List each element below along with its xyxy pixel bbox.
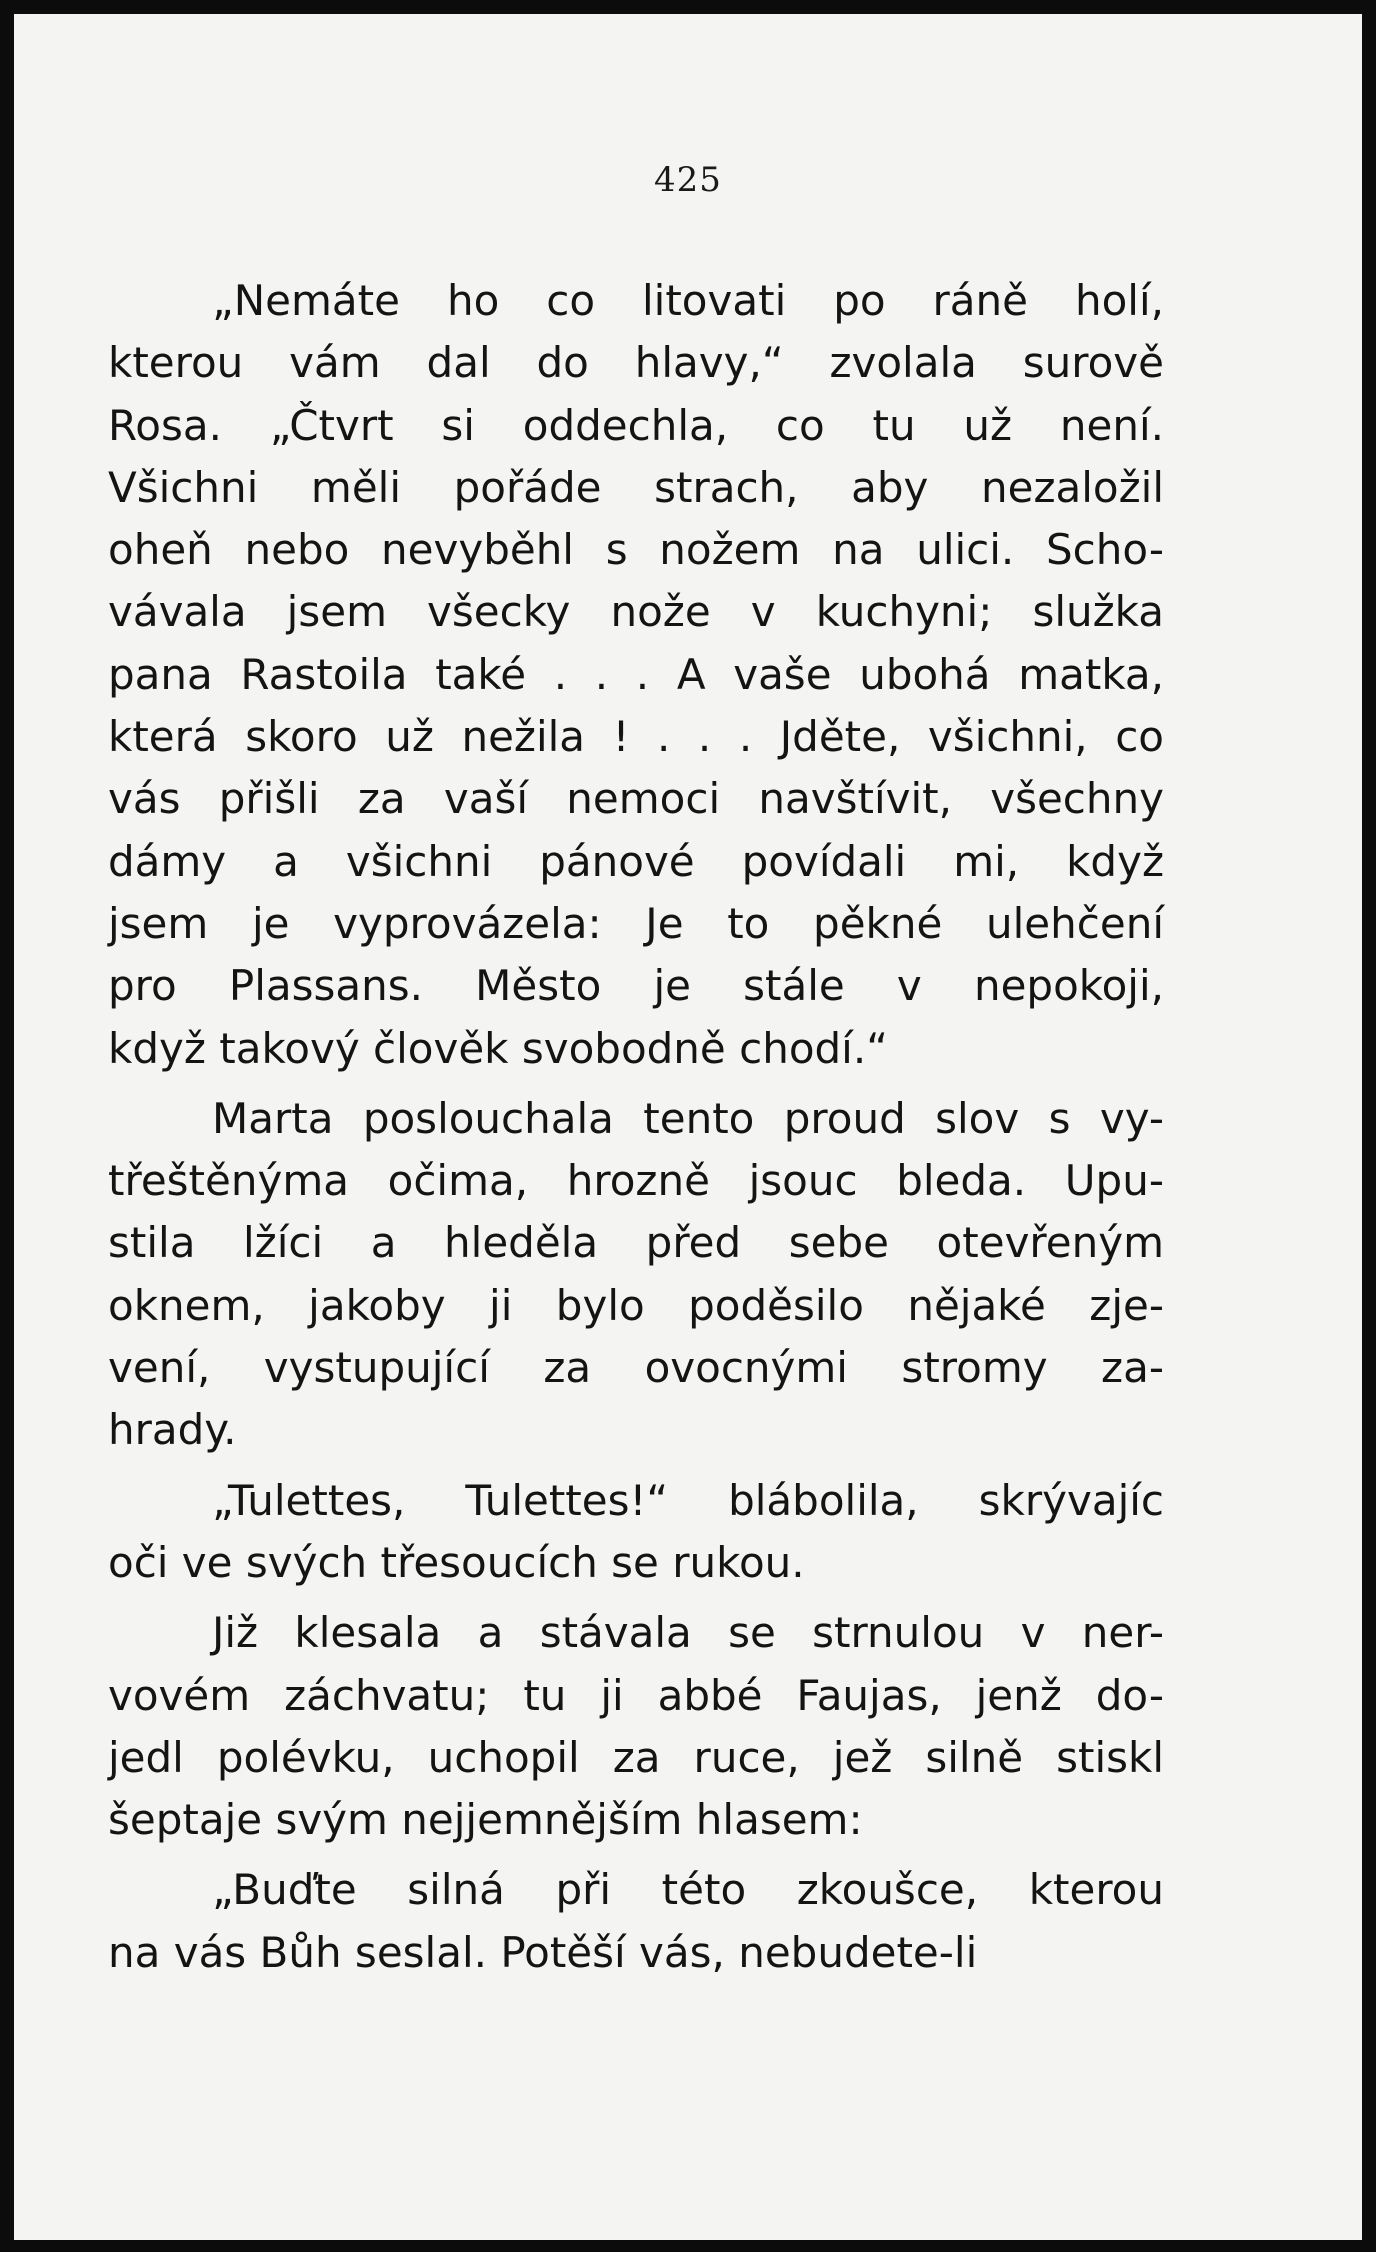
paragraph xyxy=(108,1602,1164,1851)
page-body-text xyxy=(108,270,1164,1984)
text-line: oči ve svých třesoucích se rukou. xyxy=(108,1537,805,1587)
text-line: Rosa. „Čtvrt si oddechla, co tu už není. xyxy=(108,400,1164,450)
scan-border-bottom xyxy=(0,2240,1376,2252)
scan-border-right xyxy=(1362,0,1376,2252)
paragraph-gap xyxy=(108,1851,1164,1859)
paragraph xyxy=(108,1470,1164,1595)
text-line: „Tulettes, Tulettes!“ blábolila, skrývajíc xyxy=(212,1475,1164,1525)
paragraph-gap xyxy=(108,1594,1164,1602)
text-line: stila lžíci a hleděla před sebe otevřeným xyxy=(108,1218,1164,1268)
text-line: oknem, jakoby ji bylo poděsilo nějaké zje- xyxy=(108,1280,1164,1330)
text-line: na vás Bůh seslal. Potěší vás, nebudete-li xyxy=(108,1927,978,1977)
text-line: šeptaje svým nejjemnějším hlasem: xyxy=(108,1795,863,1845)
text-line: vovém záchvatu; tu ji abbé Faujas, jenž do- xyxy=(108,1670,1164,1720)
page-number: 425 xyxy=(654,160,722,200)
text-line: Již klesala a stávala se strnulou v ner- xyxy=(212,1608,1164,1658)
paragraph-gap xyxy=(108,1080,1164,1088)
scan-border-left xyxy=(0,0,14,2252)
text-line: dámy a všichni pánové povídali mi, když xyxy=(108,836,1164,886)
text-line: Všichni měli pořáde strach, aby nezaložil xyxy=(108,462,1164,512)
text-line: pro Plassans. Město je stále v nepokoji, xyxy=(108,961,1164,1011)
text-line: „Buďte silná při této zkoušce, kterou xyxy=(212,1865,1164,1915)
scan-border-top xyxy=(0,0,1376,14)
text-line: vení, vystupující za ovocnými stromy za- xyxy=(108,1343,1164,1393)
paragraph-gap xyxy=(108,1462,1164,1470)
text-line: vás přišli za vaší nemoci navštívit, všechny xyxy=(108,774,1164,824)
text-line: vávala jsem všecky nože v kuchyni; služka xyxy=(108,587,1164,637)
text-line: Marta poslouchala tento proud slov s vy- xyxy=(212,1093,1164,1143)
paragraph xyxy=(108,1859,1164,1984)
text-line: „Nemáte ho co litovati po ráně holí, xyxy=(212,276,1164,325)
text-line: třeštěnýma očima, hrozně jsouc bleda. Upu- xyxy=(108,1156,1164,1206)
text-line: jedl polévku, uchopil za ruce, jež silně stiskl xyxy=(108,1732,1164,1782)
text-line: když takový člověk svobodně chodí.“ xyxy=(108,1023,888,1073)
paragraph xyxy=(108,270,1164,1080)
text-line: kterou vám dal do hlavy,“ zvolala surově xyxy=(108,338,1164,388)
text-line: oheň nebo nevyběhl s nožem na ulici. Scho- xyxy=(108,525,1164,575)
text-line: jsem je vyprovázela: Je to pěkné ulehčení xyxy=(108,898,1164,948)
text-line: hrady. xyxy=(108,1405,237,1455)
text-line: pana Rastoila také . . . A vaše ubohá matka, xyxy=(108,649,1164,699)
text-line: která skoro už nežila ! . . . Jděte, všichni, co xyxy=(108,712,1164,762)
paragraph xyxy=(108,1088,1164,1462)
